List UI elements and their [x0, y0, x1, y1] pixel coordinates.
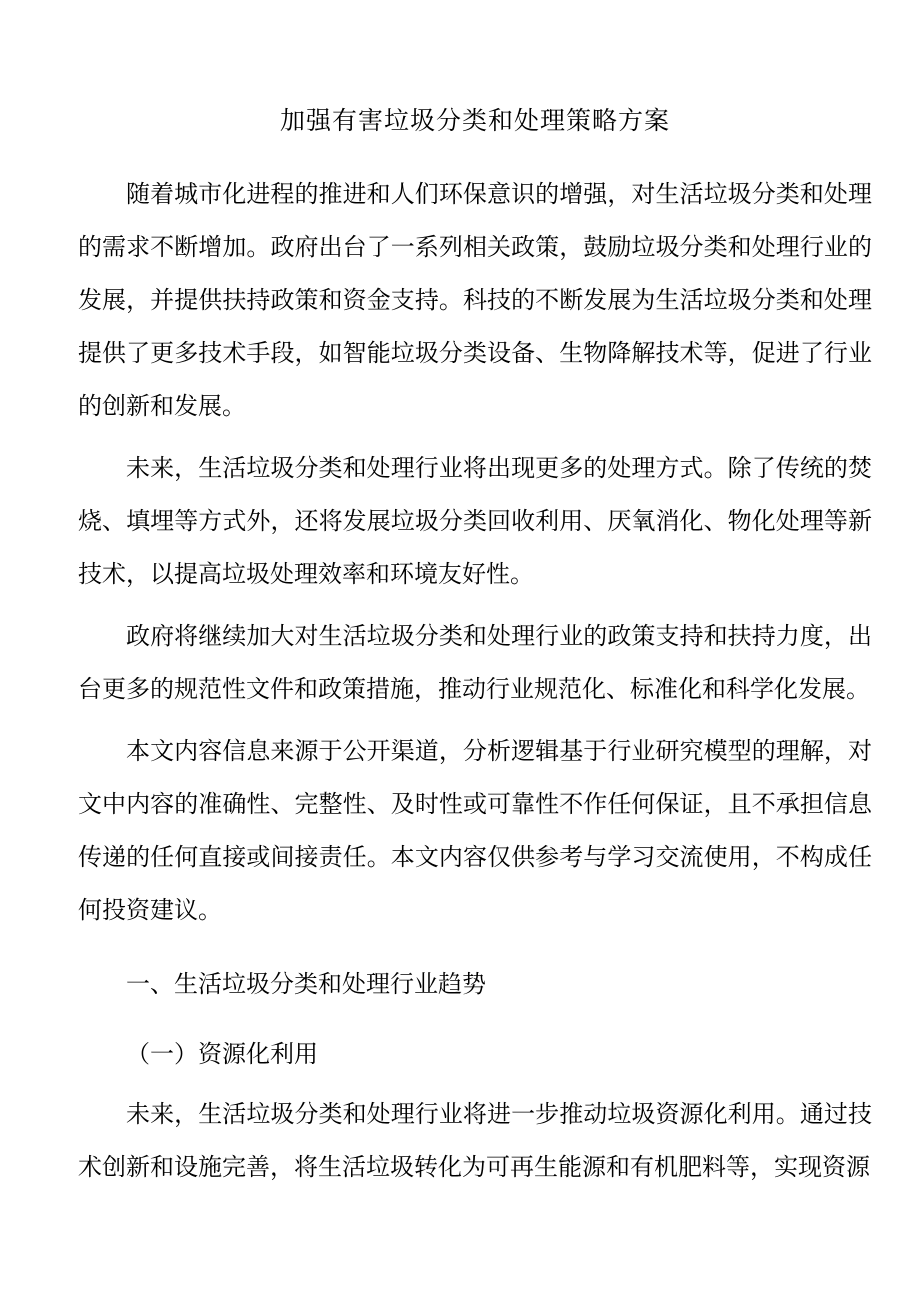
- section-heading-industry-trends: 一、生活垃圾分类和处理行业趋势: [126, 972, 486, 998]
- paragraph-future-treatment-methods: 未来，生活垃圾分类和处理行业将出现更多的处理方式。除了传统的焚烧、填埋等方式外，还将发展垃圾分类回收利用、厌氧消化、物化处理等新技术，以提高垃圾处理效率和环境友好性。: [78, 456, 872, 588]
- paragraph-resource-utilization: 未来，生活垃圾分类和处理行业将进一步推动垃圾资源化利用。通过技术创新和设施完善，将生活垃圾转化为可再生能源和有机肥料等，实现资源: [78, 1102, 872, 1181]
- document-title: 加强有害垃圾分类和处理策略方案: [279, 108, 670, 135]
- paragraph-government-support: 政府将继续加大对生活垃圾分类和处理行业的政策支持和扶持力度，出台更多的规范性文件和政策措施，推动行业规范化、标准化和科学化发展。: [78, 624, 872, 703]
- subsection-heading-resource-utilization: （一）资源化利用: [126, 1042, 318, 1068]
- paragraph-disclaimer: 本文内容信息来源于公开渠道，分析逻辑基于行业研究模型的理解，对文中内容的准确性、完整性、及时性或可靠性不作任何保证，且不承担信息传递的任何直接或间接责任。本文内容仅供参考与学习交流使用，不构成任何投资建议。: [78, 739, 872, 924]
- paragraph-intro-policy-tech: 随着城市化进程的推进和人们环保意识的增强，对生活垃圾分类和处理的需求不断增加。政府出台了一系列相关政策，鼓励垃圾分类和处理行业的发展，并提供扶持政策和资金支持。科技的不断发展为生活垃圾分类和处理提供了更多技术手段，如智能垃圾分类设备、生物降解技术等，促进了行业的创新和发展。: [78, 182, 872, 420]
